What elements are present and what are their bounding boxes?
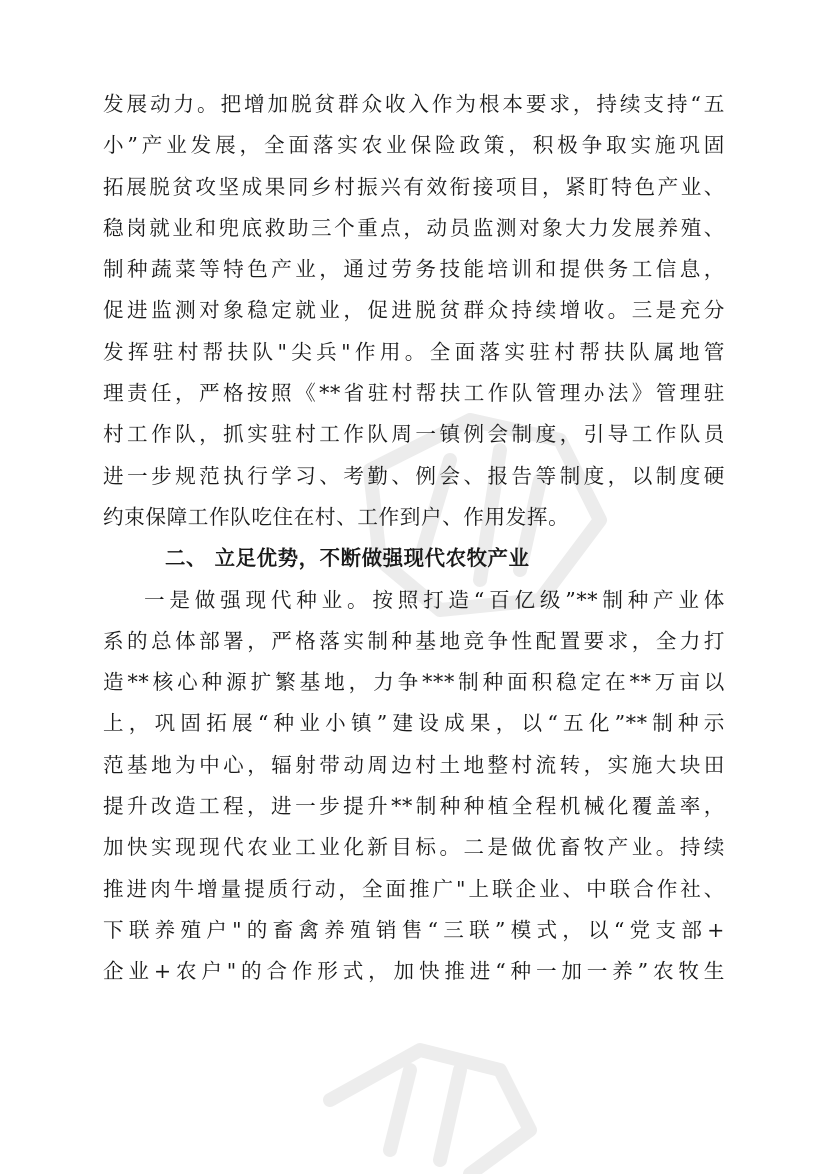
text-line: 制种蔬菜等特色产业，通过劳务技能培训和提供务工信息， — [103, 257, 725, 282]
text-line: 上，巩固拓展“种业小镇”建设成果，以“五化”**制种示 — [103, 711, 725, 736]
text-line: 稳岗就业和兜底救助三个重点，动员监测对象大力发展养殖、 — [103, 215, 725, 240]
text-line: 加快实现现代农业工业化新目标。二是做优畜牧产业。持续 — [103, 835, 725, 860]
text-line: 推进肉牛增量提质行动，全面推广"上联企业、中联合作社、 — [103, 876, 725, 901]
text-line: 下联养殖户"的畜禽养殖销售“三联”模式，以“党支部+ — [103, 917, 725, 942]
text-line: 提升改造工程，进一步提升**制种种植全程机械化覆盖率， — [103, 794, 725, 819]
text-line: 促进监测对象稳定就业，促进脱贫群众持续增收。三是充分 — [103, 298, 725, 323]
document-body — [103, 84, 725, 993]
text-line: 拓展脱贫攻坚成果同乡村振兴有效衔接项目，紧盯特色产业、 — [103, 174, 725, 199]
text-line: 进一步规范执行学习、考勤、例会、报告等制度，以制度硬 — [103, 463, 725, 488]
section-heading: 二、 立足优势，不断做强现代农牧产业 — [165, 546, 530, 571]
text-line: 发展动力。把增加脱贫群众收入作为根本要求，持续支持“五 — [103, 92, 725, 116]
text-line: 系的总体部署，严格落实制种基地竞争性配置要求，全力打 — [103, 628, 725, 653]
text-line: 理责任，严格按照《**省驻村帮扶工作队管理办法》管理驻 — [103, 381, 725, 406]
paragraph-1 — [103, 84, 725, 538]
text-line: 小”产业发展，全面落实农业保险政策，积极争取实施巩固 — [103, 133, 725, 158]
text-line: 范基地为中心，辐射带动周边村土地整村流转，实施大块田 — [103, 752, 725, 777]
text-line: 企业+农户"的合作形式，加快推进“种一加一养”农牧生 — [103, 959, 725, 984]
text-line: 造**核心种源扩繁基地，力争***制种面积稳定在**万亩以 — [103, 670, 725, 695]
text-line: 约束保障工作队吃住在村、工作到户、作用发挥。 — [103, 504, 570, 529]
paragraph-2 — [103, 580, 725, 993]
text-line: 一是做强现代种业。按照打造“百亿级”**制种产业体 — [144, 587, 725, 612]
text-line: 村工作队，抓实驻村工作队周一镇例会制度，引导工作队员 — [103, 422, 725, 447]
text-line: 发挥驻村帮扶队"尖兵"作用。全面落实驻村帮扶队属地管 — [103, 339, 725, 364]
